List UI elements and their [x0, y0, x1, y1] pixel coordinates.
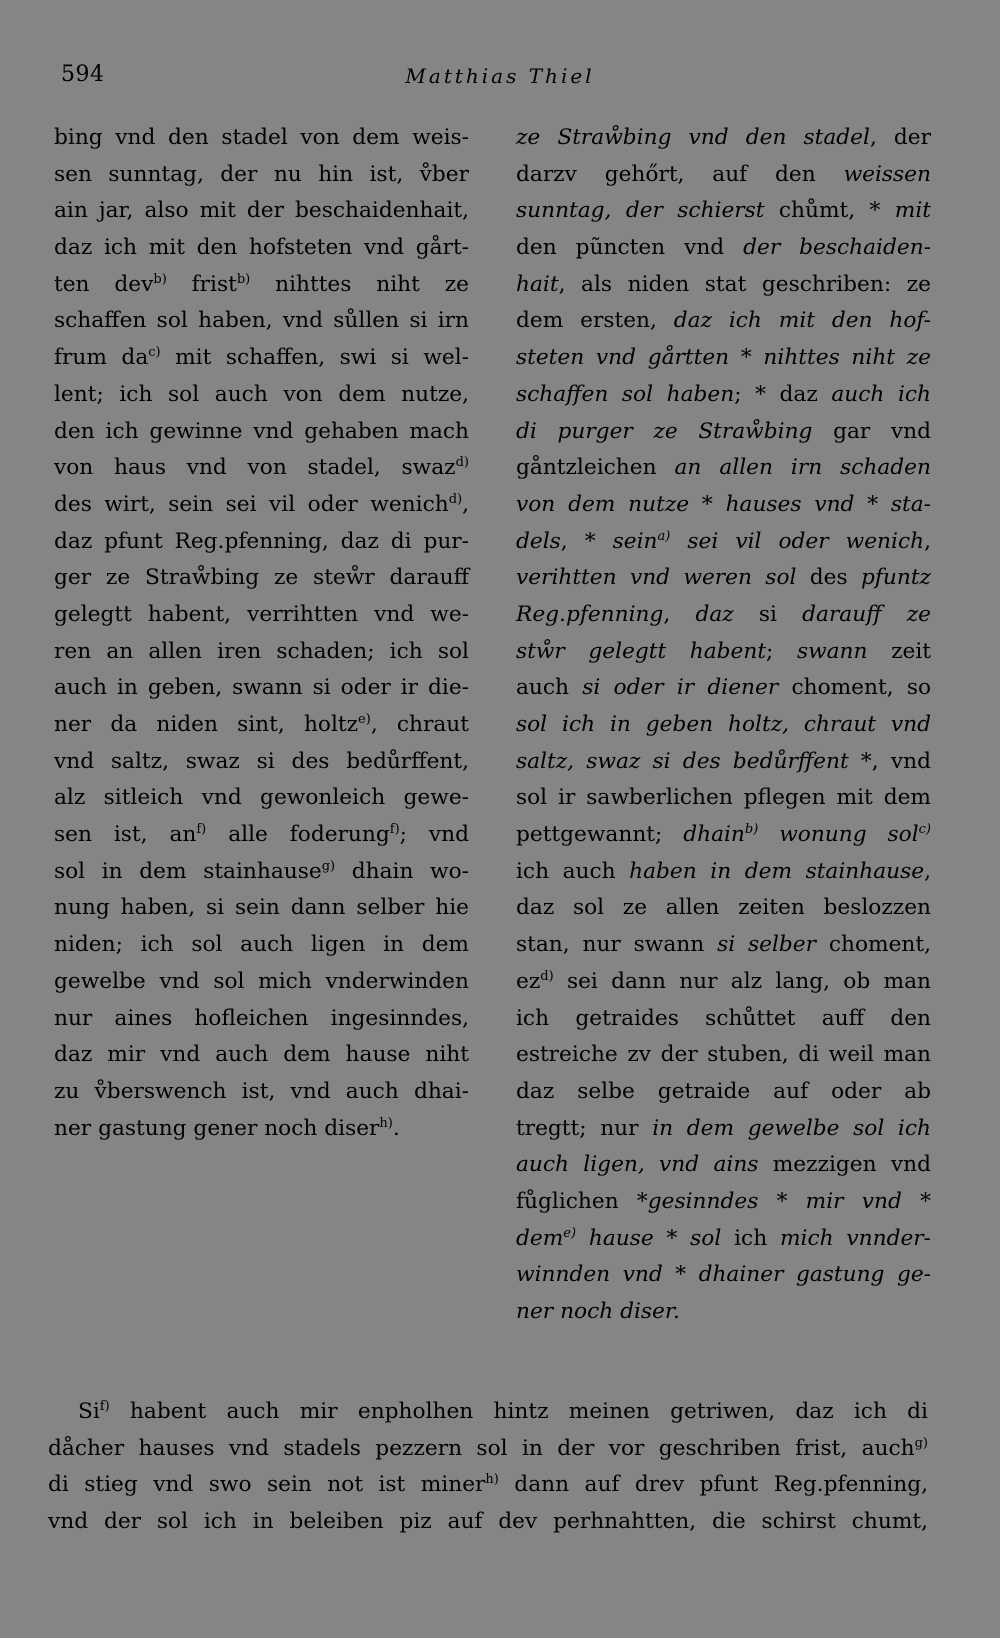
text-line: winnden vnd * dhainer gastung ge- — [516, 1262, 931, 1288]
text-line: Si$^{f)}$ habent auch mir enpholhen hintz meinen getriwen, daz ich di — [78, 1398, 928, 1424]
text-line: ner noch diser. — [516, 1299, 680, 1324]
text-line: schaffen sol haben, vnd sůllen si irn — [54, 308, 469, 334]
text-line: auch si oder ir diener choment, so — [516, 675, 932, 701]
text-line: vnd saltz, swaz si des bedůrffent, — [54, 748, 469, 774]
text-line: stan, nur swann si selber choment, — [516, 932, 932, 958]
text-line: tregtt; nur in dem gewelbe sol ich — [516, 1115, 931, 1141]
text-line: frum $da^{c)}$ mit schaffen, swi si wel- — [54, 344, 469, 371]
text-line: ich getraides schůttet auff den — [516, 1005, 931, 1031]
text-line: verihtten vnd weren sol des pfuntz — [516, 565, 931, 591]
text-line: daz sol ze allen zeiten beslozzen — [516, 895, 931, 921]
text-line: ze Straẘbing vnd den stadel, der — [516, 125, 932, 150]
text-line: di stieg vnd swo sein not ist miner$^{h)}$ dann auf drev pfunt Reg.pfenning, — [48, 1471, 928, 1497]
text-line: nur aines hofleichen ingesinndes, — [54, 1005, 469, 1031]
text-line: fůglichen *gesinndes * mir vnd * — [516, 1188, 931, 1214]
right-column — [516, 120, 931, 1331]
text-line: sen sunntag, der nu hin ist, v̊ber — [54, 161, 469, 187]
text-line: ten dev$^{b)}$ frist$^{b)}$ nihttes niht ze — [54, 271, 469, 297]
text-line: hait, als niden stat geschriben: ze — [516, 271, 931, 297]
text-line: von haus vnd von stadel, swaz$^{d)}$ — [54, 454, 469, 481]
text-line: $ez^{d)}$ sei dann nur alz lang, ob man — [516, 968, 931, 994]
text-line: dem$^{e)}$ hause * sol ich mich vnnder- — [516, 1225, 931, 1251]
running-head: Matthias Thiel — [405, 64, 595, 88]
text-line: daz mir vnd auch dem hause niht — [54, 1042, 469, 1068]
text-line: ich auch haben in dem stainhause, — [516, 858, 931, 884]
text-line: vnd der sol ich in beleiben piz auf dev perhnahtten, die schirst chumt, — [48, 1508, 928, 1534]
text-line: den ich gewinne vnd gehaben mach — [54, 418, 469, 444]
text-line: daz ich mit den hofsteten vnd gårt- — [54, 235, 469, 261]
text-line: gåntzleichen an allen irn schaden — [516, 455, 931, 481]
text-line: gelegtt habent, verrihtten vnd we- — [54, 601, 469, 627]
text-line: sol ich in geben holtz, chraut vnd — [516, 712, 931, 737]
bottom-paragraph — [48, 1394, 928, 1540]
text-line: lent; ich sol auch von dem nutze, — [54, 381, 469, 407]
text-line: dåcher hauses vnd stadels pezzern sol in der vor geschriben frist, auch$^{g)}$ — [48, 1435, 928, 1461]
text-line: von dem nutze * hauses vnd * sta- — [516, 491, 931, 517]
text-line: daz pfunt Reg.pfenning, daz di pur- — [54, 528, 469, 554]
text-line: ner gastung gener noch diser$^{h)}$. — [54, 1115, 400, 1141]
text-line: den pũncten vnd der beschaiden- — [516, 235, 931, 261]
text-line: pettgewannt; dhain$^{b)}$ wonung sol$^{c)}$ — [516, 821, 931, 848]
text-line: steten vnd gårtten * nihttes niht ze — [516, 345, 931, 371]
left-column — [54, 120, 469, 1147]
text-line: dem ersten, daz ich mit den hof- — [516, 308, 931, 334]
text-line: bing vnd den stadel von dem weis- — [54, 125, 469, 150]
text-line: darzv gehőrt, auf den weissen — [516, 161, 931, 187]
text-line: sen ist, $an^{f)}$ alle foderung$^{f)}$; vnd — [54, 821, 469, 848]
text-line: estreiche zv der stuben, di weil man — [516, 1042, 931, 1068]
text-line: schaffen sol haben; * daz auch ich — [516, 381, 931, 407]
text-line: auch in geben, swann si oder ir die- — [54, 675, 469, 701]
text-line: gewelbe vnd sol mich vnderwinden — [54, 968, 469, 994]
text-line: niden; ich sol auch ligen in dem — [54, 932, 469, 958]
page-number: 594 — [61, 62, 105, 87]
text-line: sunntag, der schierst chůmt, * mit — [516, 198, 931, 224]
text-line: dels, * sein$^{a)}$ sei vil oder wenich, — [516, 528, 931, 554]
text-line: ger ze Straẘbing ze steẘr darauff — [54, 565, 469, 591]
text-line: saltz, swaz si des bedůrffent *, vnd — [516, 748, 931, 774]
text-line: daz selbe getraide auf oder ab — [516, 1078, 931, 1104]
text-line: zu v̊berswench ist, vnd auch dhai- — [54, 1078, 469, 1104]
text-line: sol ir sawberlichen pflegen mit dem — [516, 785, 931, 811]
text-line: alz sitleich vnd gewonleich gewe- — [54, 785, 469, 811]
text-line: Reg.pfenning, daz si darauff ze — [516, 601, 931, 627]
text-line: nung haben, si sein dann selber hie — [54, 895, 469, 921]
text-line: stẘr gelegtt habent; swann zeit — [516, 638, 931, 664]
text-line: ren an allen iren schaden; ich sol — [54, 638, 469, 664]
text-line: sol in dem stainhause$^{g)}$ dhain wo- — [54, 858, 469, 884]
text-line: auch ligen, vnd ains mezzigen vnd — [516, 1152, 931, 1178]
text-line: ain jar, also mit der beschaidenhait, — [54, 198, 469, 224]
text-line: di purger ze Straẘbing gar vnd — [516, 418, 931, 444]
text-line: ner da niden sint, holtz$^{e)}$, chraut — [54, 711, 469, 737]
text-line: des wirt, sein sei vil oder wenich$^{d)}$, — [54, 491, 469, 517]
